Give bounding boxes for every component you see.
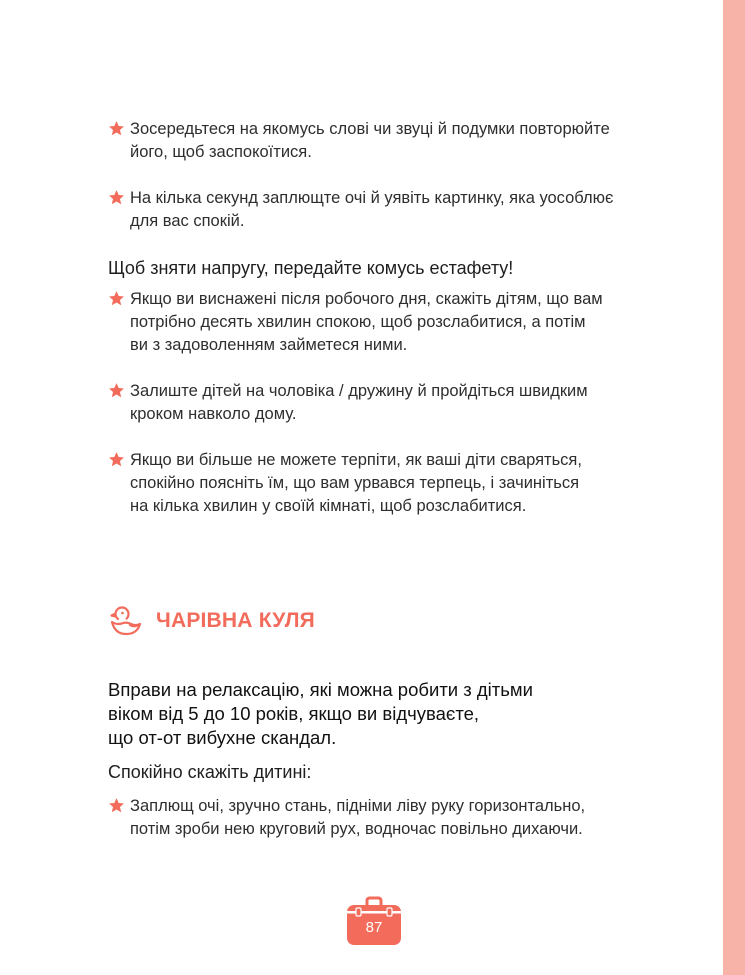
child-heading: Спокійно скажіть дитині:: [108, 762, 312, 782]
intro-paragraph: [108, 678, 533, 750]
duck-icon: [108, 603, 144, 639]
list-item: [108, 449, 668, 518]
bullet-text-line: Заплющ очі, зручно стань, підніми ліву руку горизонтально,: [130, 797, 586, 815]
bullet-text-line: Якщо ви більше не можете терпіти, як ваші діти сваряться,: [130, 451, 582, 469]
section-title: ЧАРІВНА КУЛЯ: [156, 609, 315, 632]
intro-line: віком від 5 до 10 років, якщо ви відчуваєте,: [108, 703, 480, 724]
list-item: [108, 118, 668, 164]
bullet-text-line: потрібно десять хвилин спокою, щоб розслабитися, а потім: [130, 313, 586, 331]
bullet-text-line: на кілька хвилин у своїй кімнаті, щоб розслабитися.: [130, 497, 527, 515]
bullet-text-line: його, щоб заспокоїтися.: [130, 143, 312, 161]
star-bullet-icon: [108, 382, 125, 399]
list-item: [108, 187, 668, 233]
bullet-text-line: На кілька секунд заплющте очі й уявіть картинку, яка уособлює: [130, 189, 614, 207]
relay-heading: Щоб зняти напругу, передайте комусь естафету!: [108, 258, 514, 278]
bullet-text-line: Зосередьтеся на якомусь слові чи звуці й подумки повторюйте: [130, 120, 610, 138]
star-bullet-icon: [108, 189, 125, 206]
bullet-text-line: Залиште дітей на чоловіка / дружину й пройдіться швидким: [130, 382, 588, 400]
page-number: 87: [365, 919, 383, 936]
intro-line: Вправи на релаксацію, які можна робити з дітьми: [108, 679, 533, 700]
bullet-text-line: спокійно поясніть їм, що вам урвався терпець, і зачиніться: [130, 474, 580, 492]
list-item: [108, 380, 668, 426]
intro-line: що от-от вибухне скандал.: [108, 727, 337, 748]
bullet-text-line: ви з задоволенням займетеся ними.: [130, 336, 408, 354]
page-number-badge: [347, 895, 401, 945]
list-item: [108, 795, 668, 841]
star-bullet-icon: [108, 797, 125, 814]
star-bullet-icon: [108, 120, 125, 137]
bullet-text-line: потім зроби нею круговий рух, водночас повільно дихаючи.: [130, 820, 583, 838]
list-item: [108, 288, 668, 357]
bullet-text-line: для вас спокій.: [130, 212, 245, 230]
star-bullet-icon: [108, 290, 125, 307]
star-bullet-icon: [108, 451, 125, 468]
bullet-text-line: Якщо ви виснажені після робочого дня, скажіть дітям, що вам: [130, 290, 603, 308]
bullet-text-line: кроком навколо дому.: [130, 405, 297, 423]
side-color-strip: [723, 0, 745, 975]
